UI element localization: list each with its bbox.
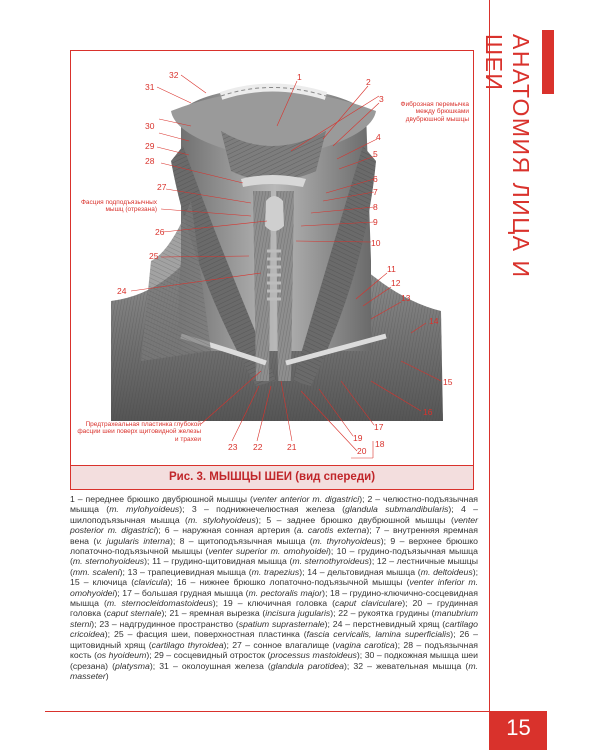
legend-number: 22 [338,608,348,619]
legend-latin: a. carotis externa [296,525,367,536]
legend-latin: clavicula [134,577,168,588]
label-4: 4 [376,132,381,142]
legend-latin: caput claviculare [334,598,403,609]
legend-number: 11 [152,556,162,567]
legend-number: 10 [336,546,347,557]
legend-latin: venter inferior m. omohyoidei [70,577,478,598]
legend-number: 17 [122,587,132,598]
legend-term: – большая грудная мышца ( [131,587,249,598]
legend-term: – ключица ( [79,577,135,588]
legend-number: 23 [99,618,110,629]
legend-sep: ); [155,525,165,536]
legend-number: 13 [127,566,138,577]
figure-frame [70,50,474,490]
legend-number: 28 [403,639,414,650]
legend-latin: m. pectoralis major [248,587,323,598]
label-23: 23 [228,442,238,452]
label-5: 5 [373,149,378,159]
legend-term: – поднижнечелюстная железа ( [196,504,345,515]
legend-term: – грудино-подъязычная мышца ( [70,546,478,567]
legend-item [114,629,460,639]
legend-term: – ключичная головка ( [232,598,335,609]
label-13: 13 [401,293,411,303]
legend-latin: glandula parotidea [270,660,344,671]
margin-rule [489,0,490,750]
legend-term: – внутренняя яремная вена ( [70,525,478,546]
legend-sep: ); [450,629,460,640]
label-22: 22 [253,442,263,452]
legend-latin: v. jugularis interna [96,535,170,546]
legend-item [232,640,403,650]
legend-latin: m. mylohyoideus [109,504,180,515]
legend-number: 24 [332,618,343,629]
label-26: 26 [155,227,165,237]
legend-item [192,504,461,514]
label-10: 10 [371,238,381,248]
legend-number: 12 [376,556,387,567]
legend-latin: m. sternocleidomastoideus [106,598,213,609]
legend-number: 5 [266,514,272,525]
label-15: 15 [443,377,453,387]
legend-sep: ); [223,639,233,650]
legend-sep: ); [324,618,333,629]
legend-number: 31 [159,660,169,671]
legend-sep: ); [149,660,160,671]
legend-number: 29 [154,650,164,661]
legend-number: 19 [223,598,233,609]
legend-item [154,650,365,660]
legend-sep: ); [472,566,478,577]
legend-number: 3 [191,504,197,515]
legend-latin: os hyoideum [96,650,147,661]
legend-latin: m. trapezius [251,566,300,577]
legend-sep: ); [146,650,155,661]
legend-latin: vagina carotica [335,639,395,650]
legend-term: – верхнее брюшко лопаточно-подъязычной мышцы ( [70,535,479,557]
legend-number: 8 [179,535,185,546]
legend-number: 7 [375,525,381,536]
legend-latin: venter anterior m. digastrici [252,494,360,504]
legend-item [128,567,308,577]
legend-sep: ); [380,535,391,546]
note-pretracheal-lamina: Предтрахеальная пластинка глубокой фасции шеи поверх щитовидной железы и трахеи [77,421,201,443]
legend-latin: cartilago cricoidea [70,618,478,640]
running-title: АНАТОМИЯ ЛИЦА И ШЕИ [481,34,534,279]
legend-sep: ); [322,587,331,598]
legend-sep: ); [394,639,404,650]
legend-number: 16 [176,577,187,588]
legend-term: – грудино-ключично-сосцевидная мышца ( [70,587,478,609]
label-30: 30 [145,121,155,131]
label-29: 29 [145,141,155,151]
note-infrahyoid-fascia: Фасция подподъязычных мышц (отрезана) [80,199,157,214]
legend-latin: m. masseter [70,660,478,681]
legend-sep: ); [144,556,153,567]
legend-sep: ); [356,650,365,661]
legend-term: – подкожная мышца шеи (срезана) ( [70,650,478,671]
legend-sep: ); [104,629,115,640]
legend-number: 21 [169,608,180,619]
legend-item [223,598,412,608]
legend-sep: ); [359,494,368,504]
legend-term: – нижнее брюшко лопаточно-подъязычной мышцы ( [186,577,410,588]
label-14: 14 [429,316,439,326]
legend-latin: cartilago thyroidea [151,639,224,650]
label-28: 28 [145,156,155,166]
label-17: 17 [374,422,384,432]
label-9: 9 [373,217,378,227]
legend-term: – околоушная железа ( [168,660,271,671]
legend-latin: m. sternohyoideus [72,556,145,567]
legend-term: – шилоподъязычная мышца ( [70,504,478,525]
legend-sep: ); [299,566,308,577]
legend-number: 32 [353,660,364,671]
legend-term: – грудино-щитовидная мышца ( [161,556,293,567]
label-19: 19 [353,433,363,443]
legend-term: – перстневидный хрящ ( [342,618,446,629]
legend-latin: mm. scaleni [72,566,120,577]
footer-rule [45,711,490,712]
chapter-tab [542,30,554,94]
legend-sep: ); [119,566,128,577]
label-24: 24 [117,286,127,296]
legend-number: 14 [307,566,317,577]
label-27: 27 [157,182,167,192]
legend-sep: ); [161,608,170,619]
page-number-block [490,711,547,750]
legend-item [159,661,353,671]
legend-term: – лестничные мышцы ( [70,556,478,577]
legend-term: – наружная сонная артерия ( [169,525,297,536]
legend-term: – трапециевидная мышца ( [137,566,252,577]
legend-term: – дельтовидная мышца ( [316,566,421,577]
label-7: 7 [373,187,378,197]
legend-latin: m. sternothyroideus [292,556,369,567]
note-fibrous-bridge: Фиброзная перемычка между брюшками двубрюшной мышцы [400,101,469,123]
legend-sep: ); [169,535,180,546]
legend-sep: ); [366,525,376,536]
label-21: 21 [287,442,297,452]
legend-latin: m. stylohyoideus [187,514,256,525]
legend-number: 25 [114,629,124,640]
legend-latin: incisura jugularis [265,608,331,619]
legend-term: – грудинная головка ( [70,598,479,619]
legend-number: 18 [330,587,340,598]
label-6: 6 [373,174,378,184]
legend-item [169,608,338,618]
label-18: 18 [375,439,385,449]
legend-item [307,567,478,577]
legend-latin: caput sternale [106,608,162,619]
label-31: 31 [145,82,155,92]
legend-latin: venter posterior m. digastrici [70,514,479,536]
legend-number: 1 [70,494,75,504]
legend-item [70,494,367,504]
legend-sep: ); [91,618,100,629]
legend-latin: processus mastoideus [270,650,357,661]
legend-term: – яремная вырезка ( [179,608,266,619]
label-1: 1 [297,72,302,82]
legend-latin: venter superior m. omohyoidei [208,546,329,557]
legend-item [165,525,376,535]
legend-item [152,556,377,566]
label-16: 16 [423,407,433,417]
legend-number: 30 [364,650,375,661]
legend-latin: fascia cervicalis, lamina superficialis [306,629,451,640]
legend-item [122,588,330,598]
legend-sep: ); [343,660,354,671]
legend-number: 4 [461,504,466,515]
legend-term: – челюстно-подъязычная мышца ( [70,494,478,515]
legend-sep: ); [114,587,123,598]
legend-sep: ); [368,556,377,567]
legend-item [180,536,391,546]
legend-sep: ) [105,670,109,681]
label-11: 11 [387,264,396,274]
legend-number: 2 [367,494,373,504]
legend-item [99,619,332,629]
legend-term: – щитовидный хрящ ( [70,629,478,650]
legend-number: 15 [70,577,80,588]
legend-number: 9 [390,535,396,546]
legend-term: – рукоятка грудины ( [347,608,435,619]
legend-sep: ); [328,546,337,557]
legend-sep: ); [448,504,462,515]
label-8: 8 [373,202,378,212]
legend-item [70,577,177,587]
legend-term: – надгрудинное пространство ( [109,618,239,629]
legend-sep: ); [255,514,267,525]
legend-sep: ); [179,504,192,515]
legend-sep: ); [402,598,413,609]
label-25: 25 [149,251,159,261]
legend-latin: spatium suprasternale [238,618,325,629]
legend-term: – фасция шеи, поверхностная пластинка ( [123,629,307,640]
legend-number: 20 [412,598,423,609]
legend-sep: ); [212,598,224,609]
figure-legend [70,494,478,681]
legend-term: – жевательная мышца ( [363,660,469,671]
legend-latin: manubrium sterni [70,608,478,629]
legend-latin: m. deltoideus [420,566,473,577]
legend-latin: glandula submandibularis [345,504,449,515]
label-32: 32 [169,70,179,80]
page-number: 15 [506,715,531,740]
legend-sep: ); [330,608,339,619]
legend-number: 27 [232,639,242,650]
figure-caption: Рис. 3. МЫШЦЫ ШЕИ (вид спереди) [71,465,473,489]
legend-term: – сосцевидный отросток ( [163,650,271,661]
label-12: 12 [391,278,401,288]
legend-term: – подъязычная кость ( [70,639,478,661]
legend-latin: platysma [115,660,150,671]
label-2: 2 [366,77,371,87]
legend-term: – заднее брюшко двубрюшной мышцы ( [271,514,454,525]
legend-term: – сонное влагалище ( [241,639,336,650]
legend-sep: ); [167,577,177,588]
legend-number: 26 [459,629,470,640]
legend-term: – щитоподъязычная мышца ( [184,535,313,546]
legend-term: – переднее брюшко двубрюшной мышцы ( [74,494,253,504]
label-3: 3 [379,94,384,104]
legend-number: 6 [164,525,170,536]
label-20: 20 [357,446,367,456]
legend-latin: m. thyrohyoideus [312,535,381,546]
